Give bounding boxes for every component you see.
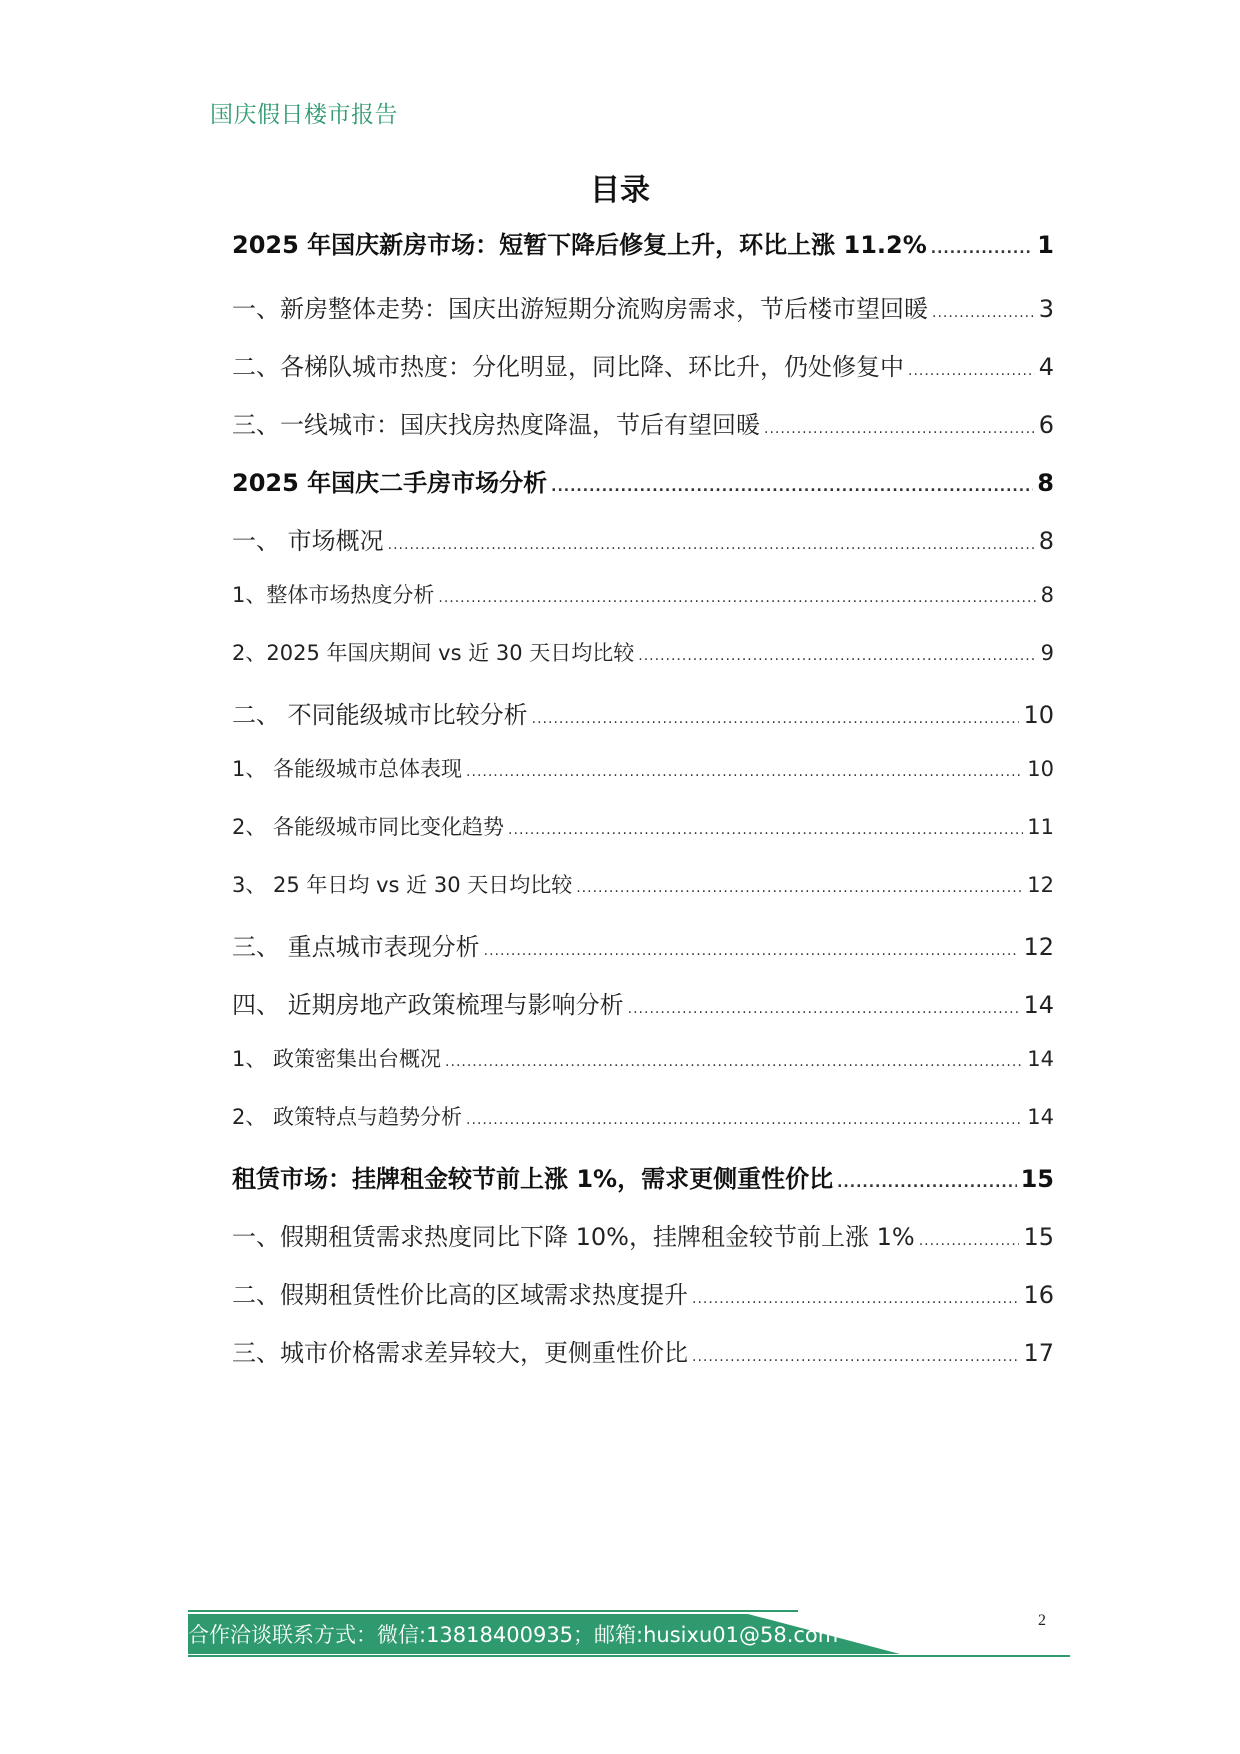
- toc-entry[interactable]: [232, 811, 1054, 851]
- toc-entry-label: 二、 不同能级城市比较分析: [232, 701, 528, 729]
- toc-entry[interactable]: [232, 869, 1054, 909]
- toc-entry-page: 10: [1023, 701, 1054, 729]
- footer-top-line: [188, 1610, 798, 1612]
- toc-entry[interactable]: [232, 1275, 1054, 1315]
- toc-leader-dots: [919, 1233, 1020, 1249]
- footer-contact: 合作洽谈联系方式：微信:13818400935；邮箱:husixu01@58.com: [188, 1623, 839, 1647]
- toc-leader-dots: [388, 537, 1035, 553]
- toc-leader-dots: [576, 880, 1023, 896]
- toc-entry[interactable]: [232, 347, 1054, 387]
- toc-entry-page: 6: [1038, 411, 1054, 439]
- toc-leader-dots: [628, 1001, 1020, 1017]
- toc-leader-dots: [931, 241, 1034, 257]
- toc-entry-page: 15: [1023, 1223, 1054, 1251]
- toc-entry-label: 一、 市场概况: [232, 527, 384, 555]
- toc-entry-label: 1、 政策密集出台概况: [232, 1047, 442, 1071]
- toc-entry[interactable]: [232, 579, 1054, 619]
- toc-entry-label: 三、一线城市：国庆找房热度降温，节后有望回暖: [232, 411, 760, 439]
- toc-leader-dots: [932, 305, 1035, 321]
- toc-leader-dots: [438, 590, 1036, 606]
- toc-entry-page: 12: [1027, 873, 1054, 897]
- toc-entry-page: 14: [1027, 1047, 1054, 1071]
- toc-entry-label: 2025 年国庆二手房市场分析: [232, 469, 548, 497]
- toc-entry-label: 三、城市价格需求差异较大，更侧重性价比: [232, 1339, 688, 1367]
- header-title: 国庆假日楼市报告: [210, 102, 398, 128]
- page-number: 2: [1038, 1612, 1046, 1629]
- toc-leader-dots: [764, 421, 1035, 437]
- toc-entry-label: 1、 各能级城市总体表现: [232, 757, 463, 781]
- toc-entry-label: 四、 近期房地产政策梳理与影响分析: [232, 991, 624, 1019]
- toc-entry-page: 14: [1027, 1105, 1054, 1129]
- toc-entry[interactable]: [232, 1043, 1054, 1083]
- toc-entry-page: 8: [1038, 527, 1054, 555]
- toc-entry-page: 8: [1040, 583, 1054, 607]
- toc-entry-label: 二、各梯队城市热度：分化明显，同比降、环比升，仍处修复中: [232, 353, 904, 381]
- toc-entry-page: 11: [1027, 815, 1054, 839]
- toc-entry-page: 10: [1027, 757, 1054, 781]
- toc-leader-dots: [837, 1175, 1016, 1191]
- toc-entry[interactable]: [232, 637, 1054, 677]
- toc-entry-label: 一、假期租赁需求热度同比下降 10%，挂牌租金较节前上涨 1%: [232, 1223, 915, 1251]
- toc-leader-dots: [466, 764, 1023, 780]
- toc-entry[interactable]: [232, 521, 1054, 561]
- toc-entry-page: 4: [1038, 353, 1054, 381]
- toc-entry[interactable]: [232, 225, 1054, 265]
- toc-entry[interactable]: [232, 753, 1054, 793]
- toc-entry-page: 1: [1037, 231, 1054, 259]
- toc-entry[interactable]: [232, 927, 1054, 967]
- toc-leader-dots: [551, 479, 1033, 495]
- toc-entry-page: 15: [1020, 1165, 1054, 1193]
- toc-entry[interactable]: [232, 1217, 1054, 1257]
- toc-entry-label: 租赁市场：挂牌租金较节前上涨 1%，需求更侧重性价比: [232, 1165, 834, 1193]
- toc-leader-dots: [445, 1054, 1023, 1070]
- toc-heading: 目录: [590, 173, 650, 208]
- toc-leader-dots: [532, 711, 1020, 727]
- toc-entry[interactable]: [232, 985, 1054, 1025]
- toc-leader-dots: [508, 822, 1023, 838]
- toc-entry-page: 12: [1023, 933, 1054, 961]
- toc-entry-label: 一、新房整体走势：国庆出游短期分流购房需求，节后楼市望回暖: [232, 295, 928, 323]
- toc-entry-page: 9: [1040, 641, 1054, 665]
- toc-entry-label: 2、2025 年国庆期间 vs 近 30 天日均比较: [232, 641, 635, 665]
- toc-entry-label: 二、假期租赁性价比高的区域需求热度提升: [232, 1281, 688, 1309]
- toc-entry[interactable]: [232, 1101, 1054, 1141]
- toc-entry-page: 16: [1023, 1281, 1054, 1309]
- toc-entry-label: 三、 重点城市表现分析: [232, 933, 480, 961]
- toc-entry-label: 1、整体市场热度分析: [232, 583, 435, 607]
- footer-bottom-line: [188, 1655, 1070, 1657]
- toc-entry-label: 3、 25 年日均 vs 近 30 天日均比较: [232, 873, 573, 897]
- toc-entry[interactable]: [232, 1159, 1054, 1199]
- toc-leader-dots: [692, 1291, 1019, 1307]
- toc-leader-dots: [692, 1349, 1019, 1365]
- toc-entry-page: 3: [1038, 295, 1054, 323]
- toc-entry[interactable]: [232, 695, 1054, 735]
- toc-entry[interactable]: [232, 463, 1054, 503]
- toc-entry-page: 14: [1023, 991, 1054, 1019]
- toc-entry[interactable]: [232, 289, 1054, 329]
- toc-entry-label: 2025 年国庆新房市场：短暂下降后修复上升，环比上涨 11.2%: [232, 231, 927, 259]
- toc-leader-dots: [908, 363, 1035, 379]
- toc-leader-dots: [638, 648, 1036, 664]
- toc-entry-page: 17: [1023, 1339, 1054, 1367]
- toc-entry[interactable]: [232, 405, 1054, 445]
- toc-leader-dots: [466, 1112, 1023, 1128]
- toc-entry-page: 8: [1037, 469, 1054, 497]
- toc-leader-dots: [484, 943, 1020, 959]
- toc-entry[interactable]: [232, 1333, 1054, 1373]
- toc-entry-label: 2、 各能级城市同比变化趋势: [232, 815, 505, 839]
- toc-entry-label: 2、 政策特点与趋势分析: [232, 1105, 463, 1129]
